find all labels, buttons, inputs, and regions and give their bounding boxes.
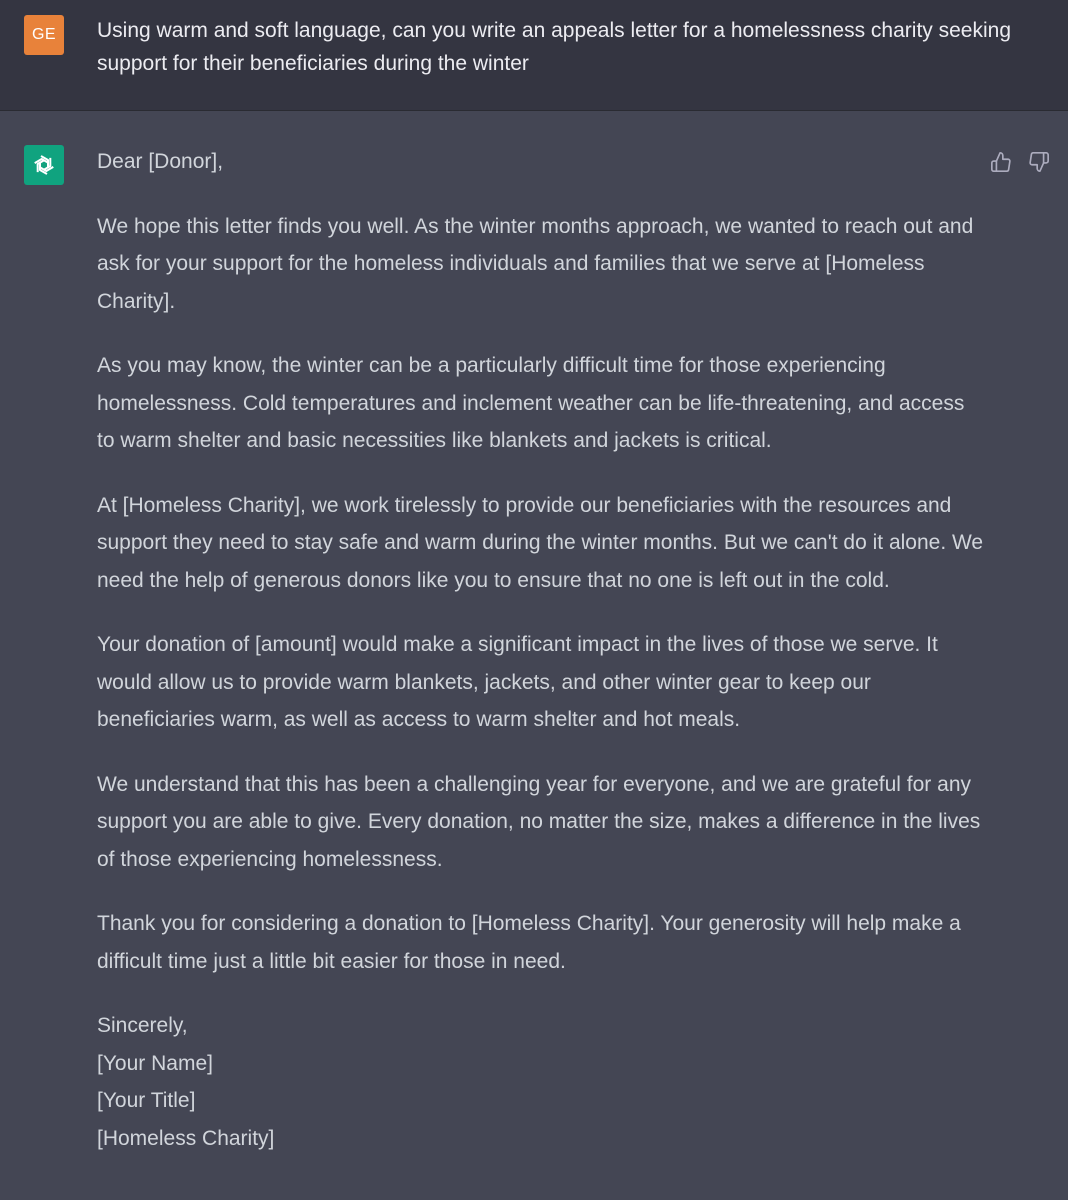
thumbs-down-button[interactable] <box>1026 149 1052 175</box>
thumbs-down-icon <box>1028 151 1050 173</box>
user-message-row <box>0 0 1068 111</box>
assistant-message <box>97 143 987 1157</box>
letter-paragraph: At [Homeless Charity], we work tirelessly to provide our beneficiaries with the resources and support they need to stay safe and warm during the winter months. But we can't do it alone. We need the help of generous donors like you to ensure that no one is left out in the cold. <box>97 493 984 592</box>
signoff-line: Sincerely, <box>97 1014 188 1037</box>
letter-greeting: Dear [Donor], <box>97 150 224 173</box>
feedback-buttons <box>988 149 1052 175</box>
letter-paragraph: As you may know, the winter can be a particularly difficult time for those experiencing homelessness. Cold temperatures and inclement weather can be life-threatening, and access to warm shelter and basic necessities like blankets and jackets is critical. <box>97 354 965 452</box>
user-avatar: GE <box>24 15 64 55</box>
signoff-line: [Homeless Charity] <box>97 1126 275 1150</box>
thumbs-up-icon <box>990 151 1012 173</box>
thumbs-up-button[interactable] <box>988 149 1014 175</box>
letter-paragraph: We hope this letter finds you well. As the winter months approach, we wanted to reach out and ask for your support for the homeless individuals and families that we serve at [Homeless Charity]. <box>97 214 974 313</box>
user-prompt-text: Using warm and soft language, can you write an appeals letter for a homelessness charity seeking support for their beneficiaries during the winter <box>97 19 1011 75</box>
letter-paragraph: Your donation of [amount] would make a significant impact in the lives of those we serve. It would allow us to provide warm blankets, jackets, and other winter gear to keep our beneficiaries warm, as well as access to warm shelter and hot meals. <box>97 633 938 731</box>
letter-paragraph: Thank you for considering a donation to [Homeless Charity]. Your generosity will help make a difficult time just a little bit easier for those in need. <box>97 912 961 973</box>
signoff-line: [Your Name] <box>97 1051 213 1075</box>
signoff-line: [Your Title] <box>97 1089 196 1112</box>
letter-paragraph: We understand that this has been a challenging year for everyone, and we are grateful for any support you are able to give. Every donation, no matter the size, makes a difference in the lives of those experiencing homelessness. <box>97 772 981 871</box>
letter-signoff <box>97 1007 987 1157</box>
openai-logo-icon <box>24 145 64 185</box>
assistant-message-row <box>0 111 1068 1200</box>
